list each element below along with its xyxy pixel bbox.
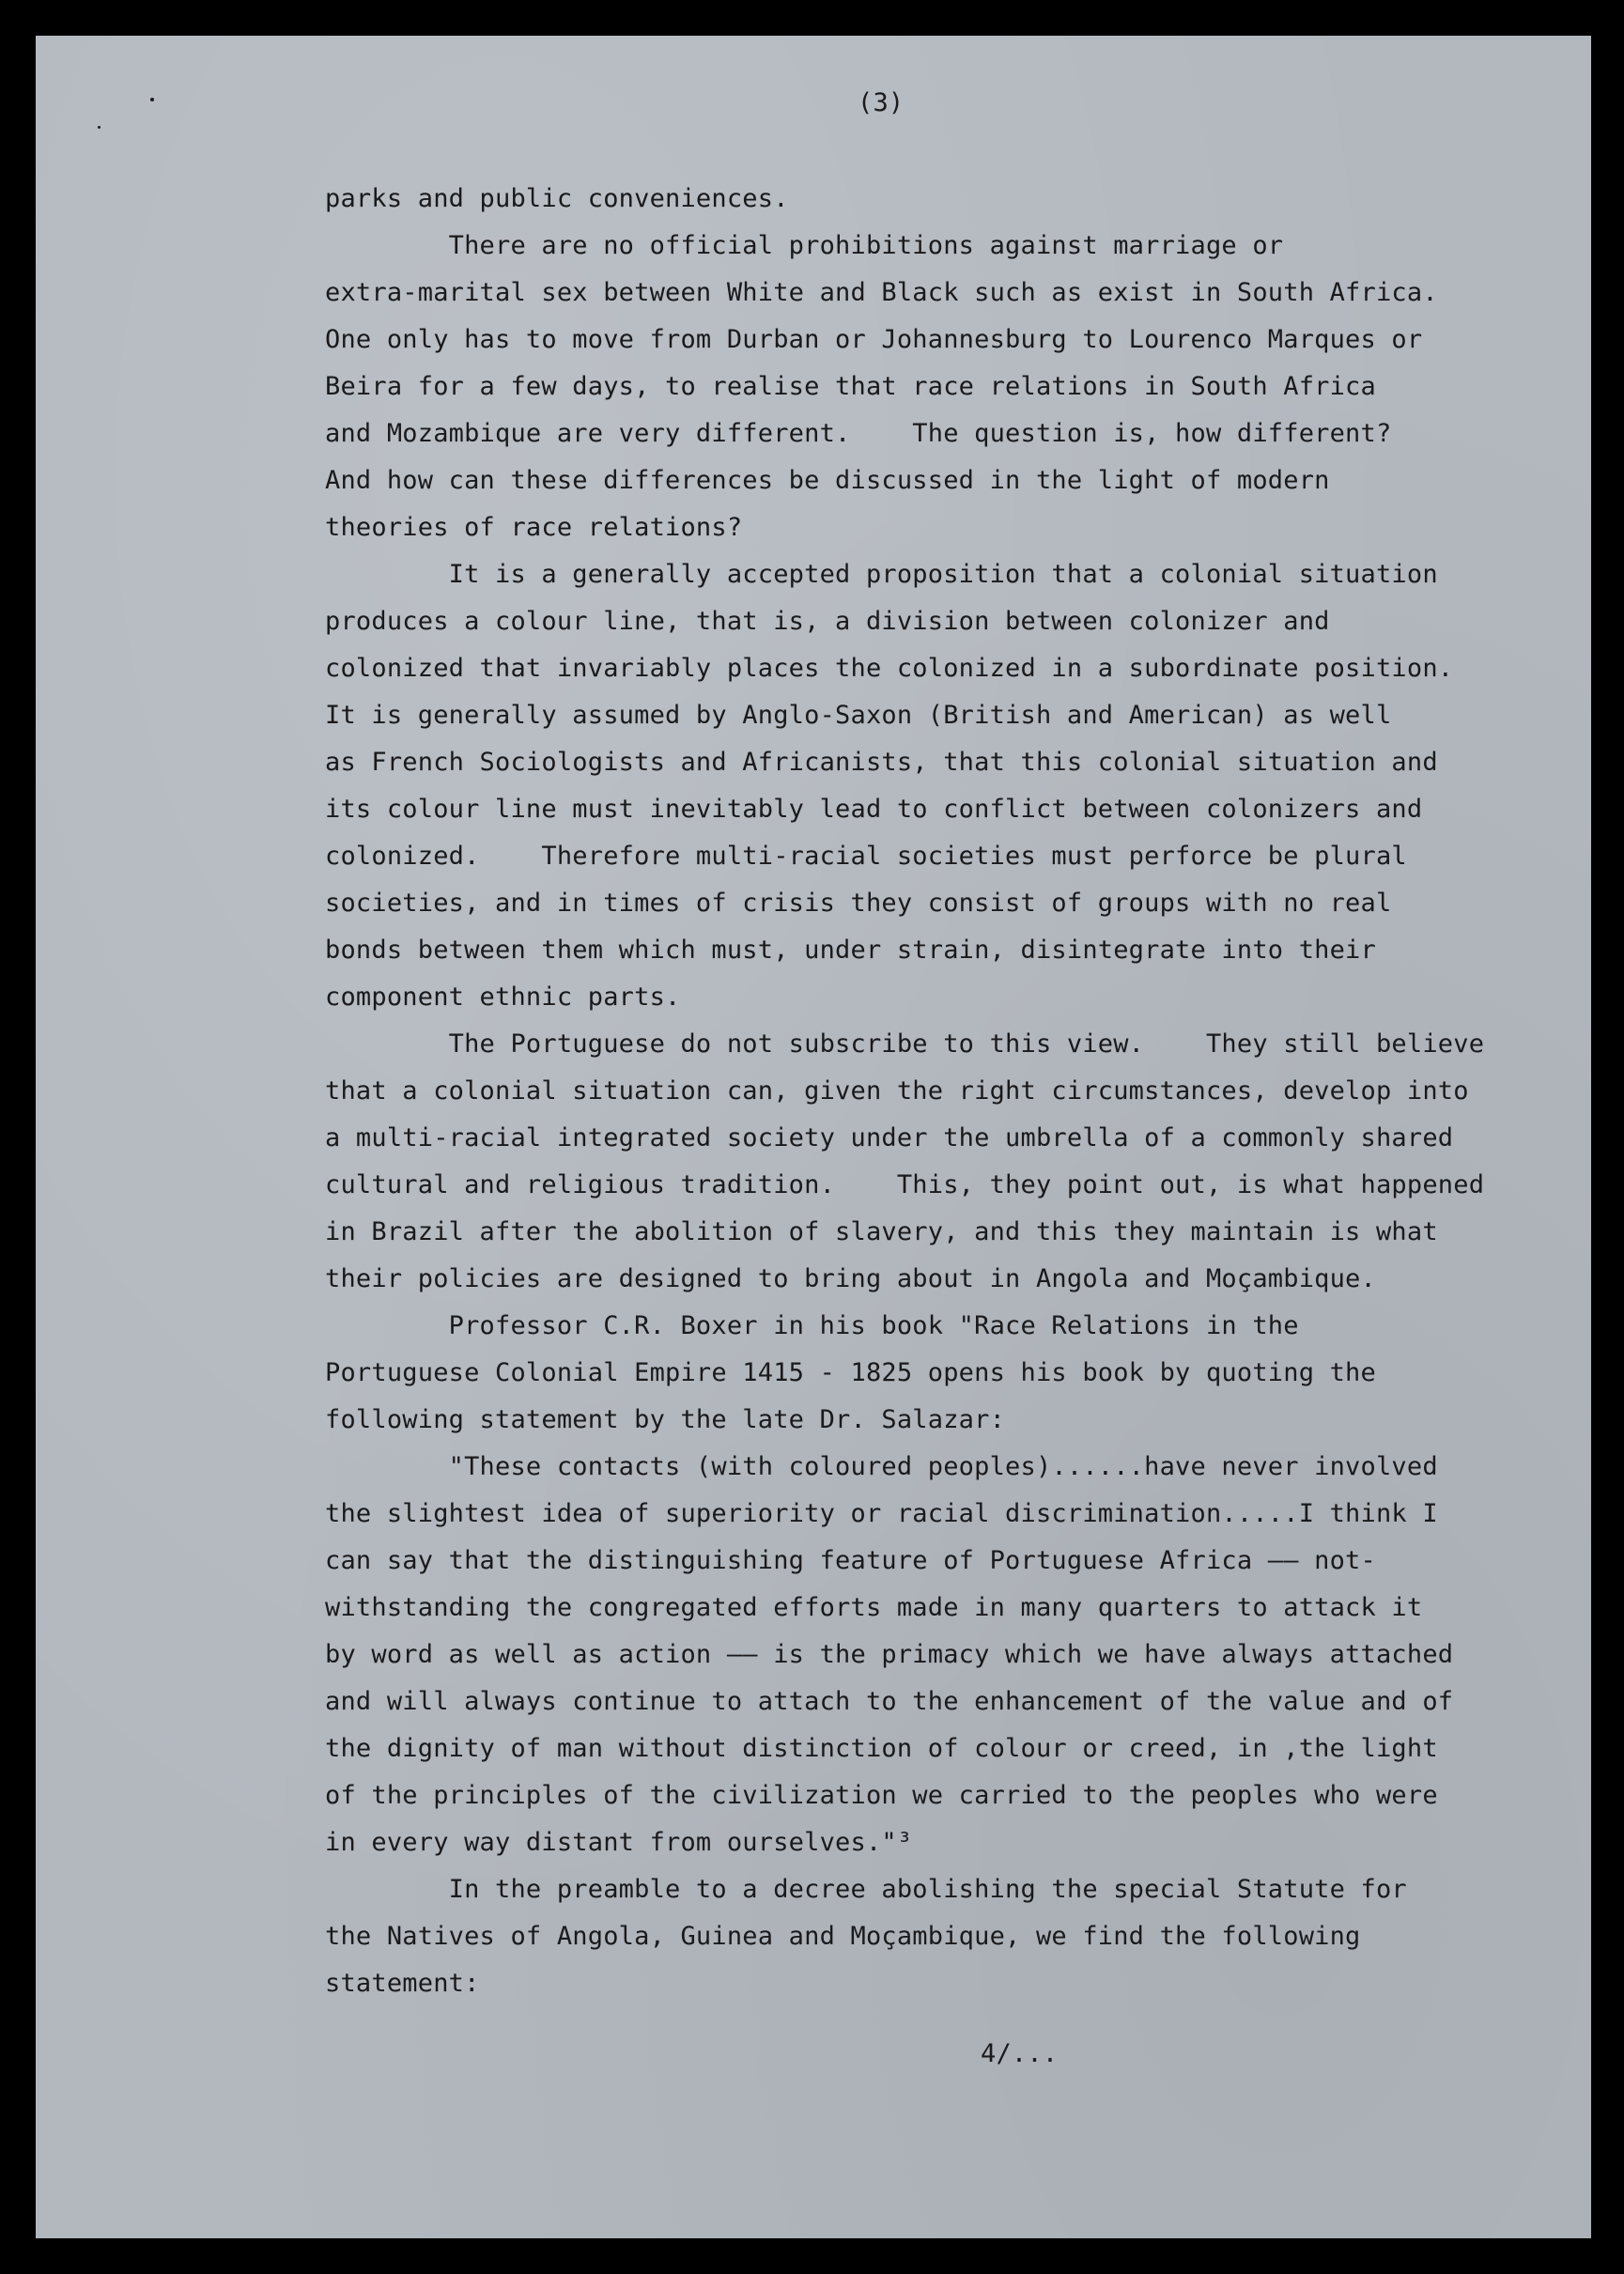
- text-line: their policies are designed to bring about in Angola and Moçambique.: [325, 1264, 1376, 1293]
- text-line: One only has to move from Durban or Johannesburg to Lourenco Marques or: [325, 325, 1423, 354]
- text-line: and Mozambique are very different. The question is, how different?: [325, 419, 1392, 448]
- text-line: bonds between them which must, under strain, disintegrate into their: [325, 936, 1376, 965]
- text-line: statement:: [325, 1969, 480, 1998]
- text-line: as French Sociologists and Africanists, that this colonial situation and: [325, 748, 1438, 777]
- text-line: and will always continue to attach to the enhancement of the value and of: [325, 1687, 1454, 1716]
- text-line: And how can these differences be discussed in the light of modern: [325, 466, 1330, 495]
- document-page: [36, 36, 1591, 2238]
- text-line: theories of race relations?: [325, 513, 743, 542]
- continuation-marker: 4/...: [981, 2039, 1059, 2068]
- text-line: its colour line must inevitably lead to conflict between colonizers and: [325, 795, 1423, 824]
- text-line: in Brazil after the abolition of slavery, and this they maintain is what: [325, 1217, 1438, 1246]
- text-line: It is a generally accepted proposition that a colonial situation: [325, 560, 1438, 589]
- text-line: extra-marital sex between White and Black such as exist in South Africa.: [325, 278, 1438, 307]
- text-line: withstanding the congregated efforts made in many quarters to attack it: [325, 1593, 1423, 1622]
- text-line: by word as well as action —— is the primacy which we have always attached: [325, 1640, 1454, 1669]
- text-line: can say that the distinguishing feature of Portuguese Africa —— not-: [325, 1546, 1376, 1575]
- text-line: The Portuguese do not subscribe to this view. They still believe: [325, 1029, 1485, 1059]
- text-line: parks and public conveniences.: [325, 184, 789, 213]
- text-line: component ethnic parts.: [325, 982, 681, 1012]
- text-line: colonized. Therefore multi-racial societies must perforce be plural: [325, 842, 1407, 871]
- paper-speck: [150, 98, 154, 101]
- text-line: the Natives of Angola, Guinea and Moçambique, we find the following: [325, 1922, 1361, 1951]
- text-line: the slightest idea of superiority or racial discrimination.....I think I: [325, 1499, 1438, 1528]
- text-line: "These contacts (with coloured peoples)......have never involved: [325, 1452, 1438, 1481]
- text-line: It is generally assumed by Anglo-Saxon (British and American) as well: [325, 701, 1392, 730]
- text-line: the dignity of man without distinction of colour or creed, in ,the light: [325, 1734, 1438, 1763]
- text-line: Portuguese Colonial Empire 1415 - 1825 opens his book by quoting the: [325, 1358, 1376, 1387]
- text-line: In the preamble to a decree abolishing the special Statute for: [325, 1875, 1407, 1904]
- text-line: Beira for a few days, to realise that race relations in South Africa: [325, 372, 1376, 401]
- text-line: a multi-racial integrated society under the umbrella of a commonly shared: [325, 1123, 1454, 1152]
- text-line: societies, and in times of crisis they consist of groups with no real: [325, 889, 1392, 918]
- text-line: cultural and religious tradition. This, they point out, is what happened: [325, 1170, 1485, 1199]
- text-line: Professor C.R. Boxer in his book "Race Relations in the: [325, 1311, 1299, 1340]
- text-line: colonized that invariably places the colonized in a subordinate position.: [325, 654, 1454, 683]
- page-number: (3): [858, 88, 905, 117]
- text-line: There are no official prohibitions against marriage or: [325, 231, 1284, 260]
- text-line: in every way distant from ourselves."³: [325, 1828, 913, 1857]
- text-line: produces a colour line, that is, a division between colonizer and: [325, 607, 1330, 636]
- paper-speck: [98, 126, 101, 129]
- text-line: of the principles of the civilization we carried to the peoples who were: [325, 1781, 1438, 1810]
- text-line: that a colonial situation can, given the right circumstances, develop into: [325, 1076, 1469, 1106]
- text-line: following statement by the late Dr. Salazar:: [325, 1405, 1006, 1434]
